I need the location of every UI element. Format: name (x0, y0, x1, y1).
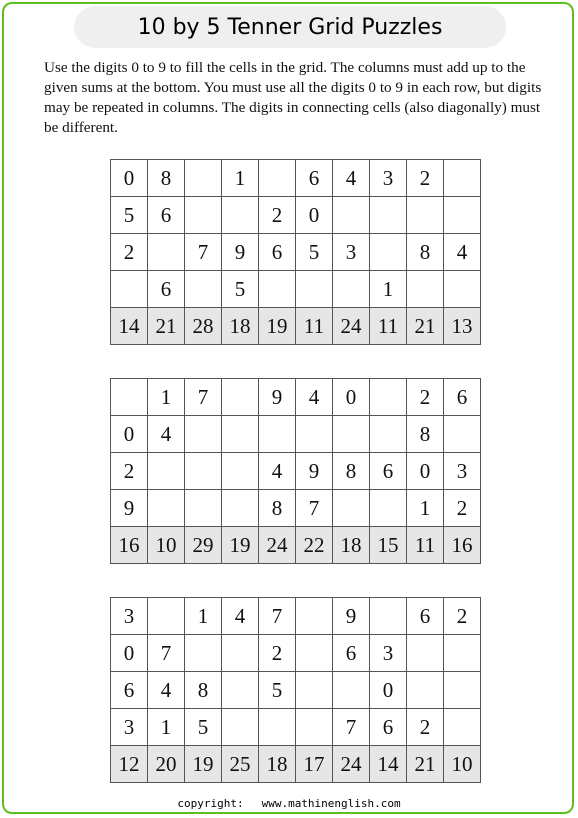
grid-cell (222, 453, 259, 490)
grid-cell: 8 (333, 453, 370, 490)
sum-cell: 14 (370, 746, 407, 783)
grid-cell: 0 (333, 379, 370, 416)
sum-cell: 24 (333, 308, 370, 345)
sum-cell: 21 (407, 308, 444, 345)
grid-cell (148, 453, 185, 490)
grid-cell: 2 (407, 709, 444, 746)
grid-cell: 3 (370, 160, 407, 197)
grid-cell: 0 (370, 672, 407, 709)
grid-cell: 3 (111, 598, 148, 635)
grid-cell (370, 490, 407, 527)
grid-cell (185, 635, 222, 672)
grid-cell (370, 416, 407, 453)
page-title: 10 by 5 Tenner Grid Puzzles (74, 6, 506, 48)
sum-cell: 13 (444, 308, 481, 345)
grid-cell (185, 160, 222, 197)
grid-cell: 1 (148, 709, 185, 746)
grid-cell (333, 672, 370, 709)
sum-cell: 10 (444, 746, 481, 783)
grid-cell: 1 (185, 598, 222, 635)
sum-cell: 20 (148, 746, 185, 783)
sum-cell: 15 (370, 527, 407, 564)
grid-cell (296, 635, 333, 672)
grid-cell: 0 (407, 453, 444, 490)
grid-cell (333, 416, 370, 453)
grid-cell (407, 271, 444, 308)
grid-cell: 6 (148, 197, 185, 234)
sum-cell: 28 (185, 308, 222, 345)
grid-cell: 5 (222, 271, 259, 308)
grid-cell: 4 (222, 598, 259, 635)
grid-cell (111, 379, 148, 416)
grid-cell (148, 598, 185, 635)
copyright-footer (0, 797, 578, 810)
grid-cell: 1 (148, 379, 185, 416)
grid-cell (259, 709, 296, 746)
grid-cell: 9 (111, 490, 148, 527)
sum-cell: 12 (111, 746, 148, 783)
sum-cell: 18 (259, 746, 296, 783)
grid-cell: 4 (333, 160, 370, 197)
sum-cell: 19 (185, 746, 222, 783)
sum-cell: 21 (407, 746, 444, 783)
grid-cell (296, 709, 333, 746)
grid-cell: 6 (259, 234, 296, 271)
grid-row (111, 160, 481, 197)
grid-cell (296, 271, 333, 308)
grid-cell (370, 379, 407, 416)
grid-cell: 2 (259, 197, 296, 234)
grid-cell: 2 (259, 635, 296, 672)
grid-cell (222, 709, 259, 746)
grid-cell: 6 (444, 379, 481, 416)
grid-cell (222, 635, 259, 672)
grid-cell: 2 (407, 379, 444, 416)
grid-cell: 3 (111, 709, 148, 746)
grid-cell: 9 (259, 379, 296, 416)
grid-cell (407, 672, 444, 709)
sum-cell: 11 (296, 308, 333, 345)
grid-cell: 7 (148, 635, 185, 672)
grid-cell: 2 (111, 453, 148, 490)
grid-cell: 5 (111, 197, 148, 234)
grid-row (111, 453, 481, 490)
grid-cell (259, 271, 296, 308)
sum-cell: 24 (259, 527, 296, 564)
grid-cell: 4 (148, 416, 185, 453)
grid-cell (185, 490, 222, 527)
sum-row (111, 308, 481, 345)
sum-cell: 29 (185, 527, 222, 564)
copyright-label: copyright: (177, 797, 244, 810)
grid-row (111, 234, 481, 271)
grid-cell: 9 (222, 234, 259, 271)
grid-cell (148, 490, 185, 527)
grid-cell: 0 (111, 635, 148, 672)
grid-cell: 7 (185, 379, 222, 416)
grid-row (111, 416, 481, 453)
sum-row (111, 527, 481, 564)
grid-cell: 9 (333, 598, 370, 635)
grid-cell (444, 197, 481, 234)
grid-cell: 0 (111, 160, 148, 197)
sum-cell: 11 (370, 308, 407, 345)
grid-cell: 2 (444, 490, 481, 527)
sum-cell: 21 (148, 308, 185, 345)
sum-cell: 19 (259, 308, 296, 345)
tenner-grid-3 (110, 597, 481, 783)
grid-cell (333, 490, 370, 527)
grid-cell: 1 (222, 160, 259, 197)
sum-cell: 16 (444, 527, 481, 564)
grid-cell (407, 197, 444, 234)
grid-cell (148, 234, 185, 271)
grid-cell (444, 635, 481, 672)
grid-row (111, 598, 481, 635)
grid-cell (185, 453, 222, 490)
grid-row (111, 672, 481, 709)
grid-cell (185, 416, 222, 453)
sum-cell: 11 (407, 527, 444, 564)
grid-cell (333, 197, 370, 234)
grid-cell: 4 (259, 453, 296, 490)
grid-row (111, 197, 481, 234)
grid-cell (370, 234, 407, 271)
grid-cell: 9 (296, 453, 333, 490)
grid-cell (333, 271, 370, 308)
grid-cell (296, 672, 333, 709)
grid-row (111, 490, 481, 527)
grid-cell: 8 (185, 672, 222, 709)
grid-cell: 5 (259, 672, 296, 709)
sum-row (111, 746, 481, 783)
grid-cell: 1 (370, 271, 407, 308)
grid-cell: 8 (407, 234, 444, 271)
sum-cell: 16 (111, 527, 148, 564)
grid-cell: 4 (444, 234, 481, 271)
tenner-grid-2 (110, 378, 481, 564)
grid-cell (222, 197, 259, 234)
grid-cell (185, 271, 222, 308)
sum-cell: 14 (111, 308, 148, 345)
sum-cell: 25 (222, 746, 259, 783)
sum-cell: 18 (333, 527, 370, 564)
grid-cell: 5 (296, 234, 333, 271)
grid-cell: 2 (111, 234, 148, 271)
grid-cell (296, 598, 333, 635)
grid-cell: 2 (444, 598, 481, 635)
grid-cell (444, 160, 481, 197)
grid-cell: 0 (296, 197, 333, 234)
grid-cell: 3 (370, 635, 407, 672)
grid-cell: 1 (407, 490, 444, 527)
instructions-text: Use the digits 0 to 9 to fill the cells in the grid. The columns must add up to the given sums at the bottom. You must use all the digits 0 to 9 in each row, but digits may be repeated in columns. The digits in connecting cells (also diagonally) must be different. (44, 59, 542, 136)
grid-cell: 6 (370, 709, 407, 746)
grid-cell: 7 (296, 490, 333, 527)
grid-cell: 4 (296, 379, 333, 416)
sum-cell: 17 (296, 746, 333, 783)
grid-cell: 6 (407, 598, 444, 635)
grid-cell: 6 (333, 635, 370, 672)
grid-cell (444, 672, 481, 709)
grid-cell: 7 (185, 234, 222, 271)
grid-cell (444, 709, 481, 746)
grid-cell: 6 (111, 672, 148, 709)
grid-cell: 8 (259, 490, 296, 527)
grid-cell: 6 (370, 453, 407, 490)
grid-cell (407, 635, 444, 672)
grid-cell: 0 (111, 416, 148, 453)
sum-cell: 18 (222, 308, 259, 345)
sum-cell: 24 (333, 746, 370, 783)
grid-cell (222, 416, 259, 453)
grid-cell: 6 (148, 271, 185, 308)
grid-cell: 4 (148, 672, 185, 709)
copyright-site: www.mathinenglish.com (261, 797, 401, 810)
grid-row (111, 379, 481, 416)
grid-cell: 3 (444, 453, 481, 490)
grid-cell (296, 416, 333, 453)
grid-cell: 7 (259, 598, 296, 635)
grid-cell: 5 (185, 709, 222, 746)
grid-cell (222, 490, 259, 527)
grid-cell (370, 598, 407, 635)
grid-cell (222, 672, 259, 709)
grid-row (111, 635, 481, 672)
grid-cell (111, 271, 148, 308)
grid-cell: 6 (296, 160, 333, 197)
grid-cell: 3 (333, 234, 370, 271)
grid-cell (444, 416, 481, 453)
grid-cell (444, 271, 481, 308)
sum-cell: 10 (148, 527, 185, 564)
grid-cell (259, 160, 296, 197)
grid-row (111, 709, 481, 746)
grid-cell: 8 (407, 416, 444, 453)
grid-row (111, 271, 481, 308)
grid-cell (185, 197, 222, 234)
grid-cell (222, 379, 259, 416)
sum-cell: 19 (222, 527, 259, 564)
sum-cell: 22 (296, 527, 333, 564)
grid-cell: 8 (148, 160, 185, 197)
grid-cell (259, 416, 296, 453)
grid-cell (370, 197, 407, 234)
tenner-grid-1 (110, 159, 481, 345)
grid-cell: 2 (407, 160, 444, 197)
grid-cell: 7 (333, 709, 370, 746)
